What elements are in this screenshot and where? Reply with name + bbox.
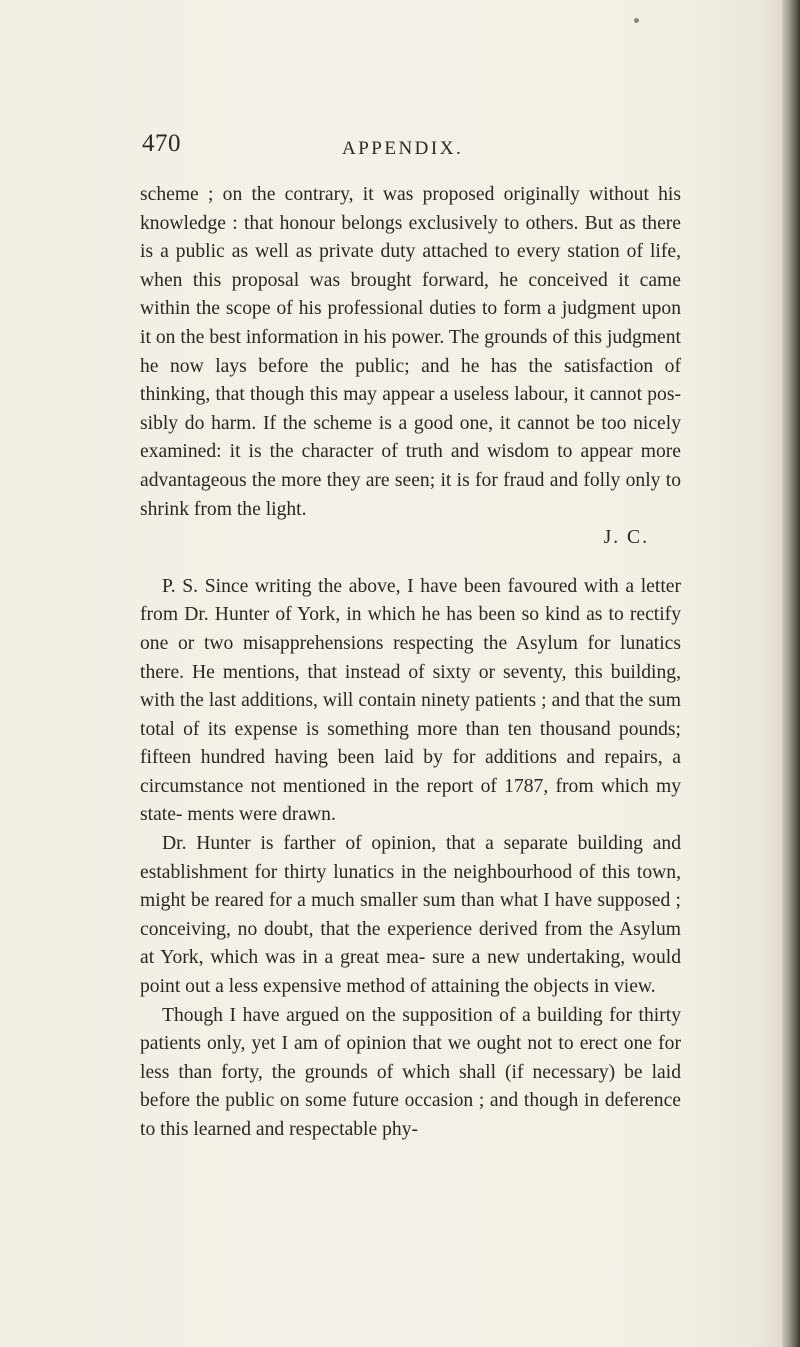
running-head: APPENDIX. [342,138,464,159]
body-text [140,181,681,1145]
signature: J. C. [603,527,649,549]
page-number: 470 [142,130,181,157]
paragraph-4: Though I have argued on the supposition of a building for thirty patients only, yet I am of opinion that we ought not to erect one for less than forty, the grounds of which shall (if necessary) be laid before the public on some future occasion ; and though in deference to this learned and respectable phy- [140,1004,681,1140]
page-edge-shadow [782,0,800,1347]
paragraph-2: P. S. Since writing the above, I have been favoured with a letter from Dr. Hunter of York, in which he has been so kind as to rectify one or two misapprehensions respecting the Asylum for lunatics there. He mentions, that instead of sixty or seventy, this building, with the last additions, will contain ninety patients ; and that the sum total of its expense is something more than ten thousand pounds; fifteen hundred having been laid by for additions and repairs, a circumstance not mentioned in the report of 1787, from which my state- ments were drawn. [140,575,681,826]
paragraph-3: Dr. Hunter is farther of opinion, that a separate building and establishment for thirty lunatics in the neighbourhood of this town, might be reared for a much smaller sum than what I have supposed ; conceiving, no doubt, that the experience derived from the Asylum at York, which was in a great mea- sure a new undertaking, would point out a less expensive method of attaining the objects in view. [140,833,681,998]
paragraph-1: scheme ; on the contrary, it was proposed originally without his knowledge : that honour belongs exclusively to others. But as there is a public as well as private duty attached to every station of life, when this proposal was brought forward, he conceived it came within the scope of his professional duties to form a judgment upon it on the best information in his power. The grounds of this judgment he now lays before the public; and he has the satisfaction of thinking, that though this may appear a useless labour, it cannot pos- sibly do harm. If the scheme is a good one, it cannot be too nicely examined: it is the character of truth and wisdom to appear more advantageous the more they are seen; it is for fraud and folly only to shrink from the light. [140,184,681,520]
page-speck [634,18,639,23]
